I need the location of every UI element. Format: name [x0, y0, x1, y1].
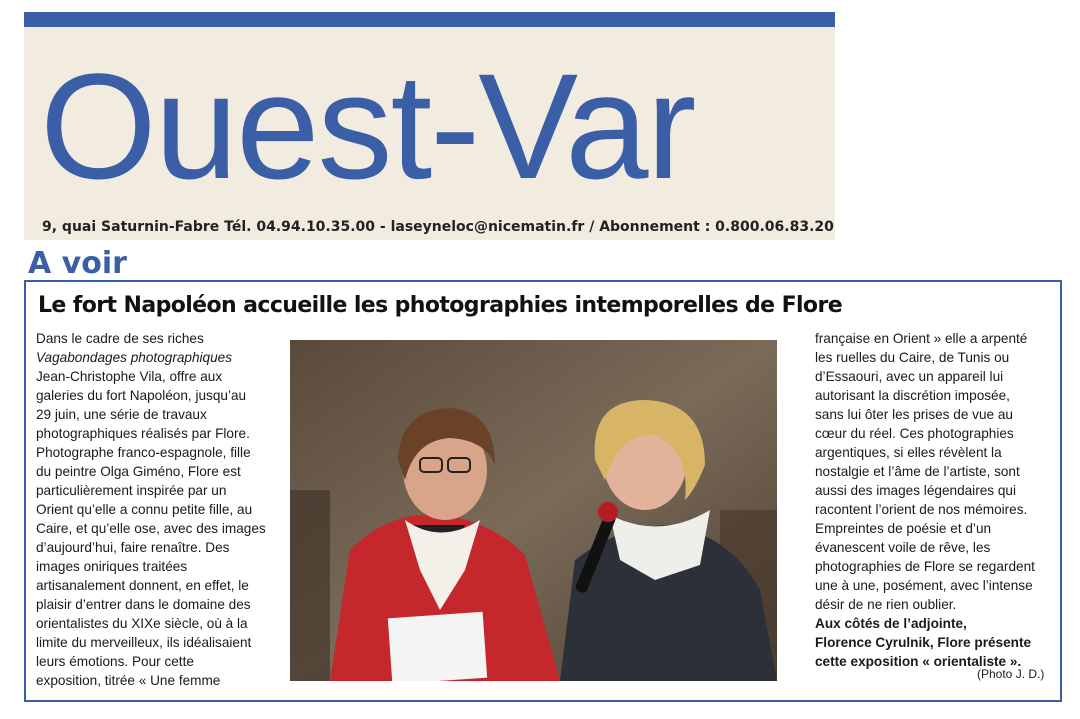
photo-caption-line: cette exposition « orientaliste ».: [815, 654, 1022, 669]
text-line: limite du merveilleux, ils idéalisaient: [36, 635, 252, 650]
photo-caption-line: Florence Cyrulnik, Flore présente: [815, 635, 1032, 650]
text-line: Orient qu’elle a connu petite fille, au: [36, 502, 253, 517]
text-line: aussi des images légendaires qui: [815, 483, 1017, 498]
text-line: racontent l’orient de nos mémoires.: [815, 502, 1028, 517]
text-line: artisanalement donnent, en effet, le: [36, 578, 249, 593]
masthead-bar: [24, 12, 835, 27]
text-line: leurs émotions. Pour cette: [36, 654, 194, 669]
text-line: particulièrement inspirée par un: [36, 483, 227, 498]
text-line: nostalgie et l’âme de l’artiste, sont: [815, 464, 1020, 479]
text-line: Dans le cadre de ses riches: [36, 331, 204, 346]
masthead: [24, 27, 835, 240]
text-line: 29 juin, une série de travaux: [36, 407, 207, 422]
text-line: argentiques, si elles révèlent la: [815, 445, 1002, 460]
text-line: images oniriques traitées: [36, 559, 188, 574]
text-line: une à une, posément, avec l’intense: [815, 578, 1033, 593]
text-line: sans lui ôter les prises de vue au: [815, 407, 1013, 422]
photo-credit: (Photo J. D.): [977, 667, 1045, 681]
text-line: photographiques réalisés par Flore.: [36, 426, 250, 441]
text-line: d’aujourd’hui, faire renaître. Des: [36, 540, 230, 555]
text-line: désir de ne rien oublier.: [815, 597, 957, 612]
section-rubric: A voir: [28, 246, 127, 281]
text-line: Vagabondages photographiques: [36, 350, 233, 365]
text-line: française en Orient » elle a arpenté: [815, 331, 1028, 346]
contact-line: 9, quai Saturnin-Fabre Tél. 04.94.10.35.00 - laseyneloc@nicematin.fr / Abonnement : 0.800.06.83.20: [42, 219, 834, 235]
text-line: Empreintes de poésie et d’un: [815, 521, 992, 536]
text-line: autorisant la discrétion imposée,: [815, 388, 1010, 403]
text-line: Photographe franco-espagnole, fille: [36, 445, 251, 460]
text-line: galeries du fort Napoléon, jusqu’au: [36, 388, 247, 403]
article-column-right: [815, 329, 1055, 671]
text-line: Jean-Christophe Vila, offre aux: [36, 369, 223, 384]
article-column-left: [36, 329, 282, 690]
article-headline: Le fort Napoléon accueille les photographies intemporelles de Flore: [38, 293, 843, 318]
text-line: cœur du réel. Ces photographies: [815, 426, 1014, 441]
text-line: plaisir d’entrer dans le domaine des: [36, 597, 251, 612]
photo-caption-line: Aux côtés de l’adjointe,: [815, 616, 967, 631]
article-photo: [290, 340, 777, 681]
text-line: les ruelles du Caire, de Tunis ou: [815, 350, 1010, 365]
masthead-title: Ouest-Var: [40, 42, 695, 210]
text-line: Caire, et qu’elle ose, avec des images: [36, 521, 266, 536]
photo-illustration: [290, 340, 777, 681]
text-line: photographies de Flore se regardent: [815, 559, 1035, 574]
text-line: orientalistes du XIXe siècle, où à la: [36, 616, 248, 631]
text-line: évanescent voile de rêve, les: [815, 540, 991, 555]
text-line: du peintre Olga Giméno, Flore est: [36, 464, 241, 479]
text-line: exposition, titrée « Une femme: [36, 673, 221, 688]
text-line: d’Essaouri, avec un appareil lui: [815, 369, 1004, 384]
